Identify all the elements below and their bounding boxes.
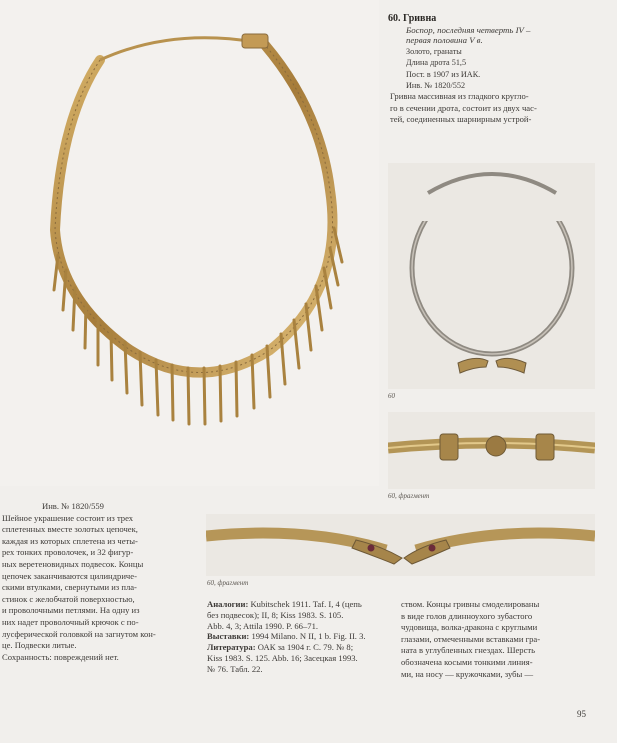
analogies-text: без подвесок); II, 8; Kiss 1983. S. 105. <box>207 609 344 620</box>
torque-fragment-photo-2 <box>206 514 595 576</box>
analogies-line <box>207 599 395 610</box>
exhibitions-text: 1994 Milano. N II, 1 b. Fig. II. 3. <box>249 631 366 642</box>
left-text-line: и проволочными петлями. На одну из <box>2 605 140 616</box>
right-text-line: ством. Концы гривны смоделированы <box>401 599 540 609</box>
right-text-line: ми, на носу — кружочками, зубы — <box>401 668 534 679</box>
exhibitions-label: Выставки: <box>207 631 250 642</box>
left-text-line: скими втулками, свернутыми из пла- <box>2 582 137 593</box>
right-text-line: ната в углубленных гнездах. Шерсть <box>401 645 536 656</box>
page-number: 95 <box>577 709 586 719</box>
left-text-line: лусферической головкой на загнутом кон- <box>2 628 156 639</box>
left-text-line: сплетенных вместе золотых цепочек, <box>2 524 138 535</box>
entry-intro-line: го в сечении дрота, состоит из двух час- <box>390 102 537 113</box>
literature-text: Kiss 1983. S. 125. Abb. 16; Засецкая 1993. <box>207 652 358 663</box>
right-text-line: чудовища, волка-дракона с круглыми <box>401 622 538 633</box>
left-condition: Сохранность: повреждений нет. <box>2 651 119 662</box>
torque-photo <box>388 163 595 389</box>
references <box>207 599 395 675</box>
entry-header <box>388 14 614 126</box>
entry-intro-line: Гривна массивная из гладкого кругло- <box>390 91 529 102</box>
torque-clasp-illustration <box>388 412 595 489</box>
analogies-text: Abb. 4, 3; Attila 1990. P. 66–71. <box>207 620 319 631</box>
wolf-heads-illustration <box>206 514 595 576</box>
literature-text: ОАК за 1904 г. С. 79. № 8; <box>255 642 354 653</box>
analogies-label: Аналогии: <box>207 599 249 609</box>
exhibitions-line <box>207 631 395 642</box>
left-column-text <box>2 501 200 663</box>
right-column-text <box>401 599 601 680</box>
entry-intro-line: тей, соединенных шарнирным устрой- <box>390 114 532 125</box>
analogies-text: Kubitschek 1911. Taf. I, 4 (цепь <box>248 599 362 609</box>
left-text-line: Шейное украшение состоит из трех <box>2 512 134 523</box>
torque-fragment-caption-1: 60, фрагмент <box>388 492 430 500</box>
right-text-line: в виде голов длинноухого зубастого <box>401 610 533 621</box>
torque-caption: 60 <box>388 392 395 400</box>
entry-date-line-2: первая половина V в. <box>406 35 483 46</box>
left-text-line: них надет проволочный крючок с по- <box>2 616 139 627</box>
necklace-photo <box>0 0 379 486</box>
left-text-line: ных веретеновидных подвесок. Концы <box>2 558 144 569</box>
entry-inventory: Инв. № 1820/552 <box>406 80 466 90</box>
literature-line <box>207 642 395 653</box>
right-text-line: обозначена косыми тонкими линия- <box>401 656 533 667</box>
torque-fragment-caption-2: 60, фрагмент <box>207 579 249 587</box>
necklace-illustration <box>0 0 379 486</box>
left-text-line: стинок с желобчатой поверхностью, <box>2 593 135 604</box>
entry-date-line-1: Боспор, последняя четверть IV – <box>406 24 531 35</box>
left-text-line: це. Подвески литые. <box>2 640 77 651</box>
torque-fragment-photo-1 <box>388 412 595 489</box>
left-text-line: рех тонких проволочек, и 32 фигур- <box>2 547 134 558</box>
left-text-line: каждая из которых сплетена из четы- <box>2 535 138 546</box>
literature-text: № 76. Табл. 22. <box>207 663 263 674</box>
entry-length: Длина дрота 51,5 <box>406 58 467 68</box>
left-text-line: цепочек заканчиваются цилиндриче- <box>2 570 137 581</box>
left-inventory: Инв. № 1820/559 <box>42 501 104 511</box>
literature-label: Литература: <box>207 642 256 653</box>
entry-material: Золото, гранаты <box>406 46 462 56</box>
entry-provenance: Пост. в 1907 из ИАК. <box>406 69 481 79</box>
entry-title: 60. Гривна <box>388 13 437 24</box>
right-text-line: глазами, отмеченными вставками гра- <box>401 633 541 644</box>
torque-illustration <box>388 163 595 389</box>
